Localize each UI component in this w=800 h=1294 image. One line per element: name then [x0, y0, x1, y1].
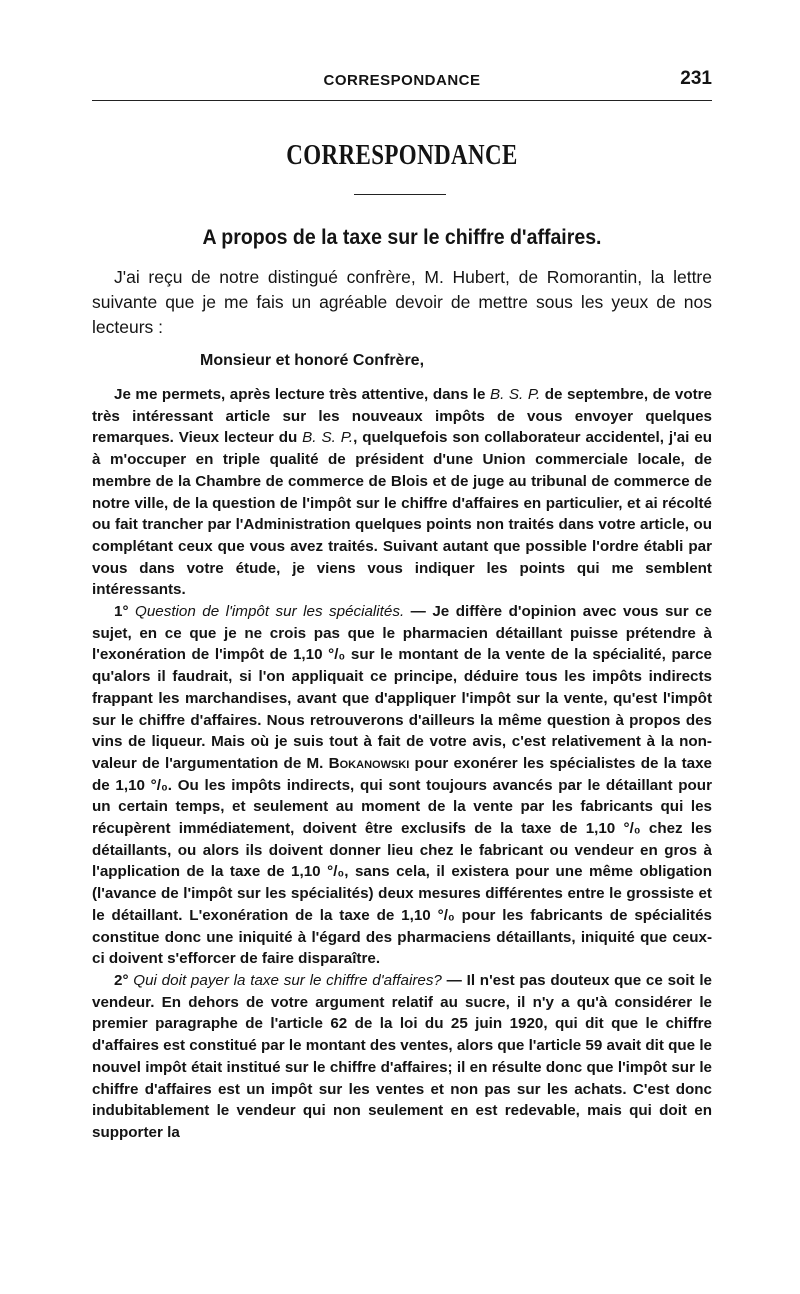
p2-text-b: pour exonérer les spécialistes de la taxe de 1,10 °/₀. Ou les impôts indirects, qui sont toujours avancés par le détaillant pour un certain temps, et seulement au moment de la vente par les fabricants qui les récupèrent immédiatement, doivent être exclusifs de la taxe de 1,10 °/₀ chez les détaillants, ou alors ils doivent donner lieu chez le fabricant ou vendeur en gros à l'application de la taxe de 1,10 °/₀, sans cela, il existera pour une même obligation (l'avance de l'impôt sur les spécialités) deux mesures différentes entre le grossiste et le détaillant. L'exonération de la taxe de 1,10 °/₀ pour les fabricants de spécialités constitue donc une iniquité à l'égard des pharmaciens détaillants, iniquité que ceux-ci doivent s'efforcer de faire disparaître.: [92, 754, 713, 968]
running-header: [92, 64, 712, 101]
p2-number: 1°: [114, 603, 136, 621]
letter-paragraph-1: [92, 384, 712, 601]
title-rule: [354, 194, 446, 195]
p3-text-a: — Il n'est pas douteux que ce soit le vendeur. En dehors de votre argument relatif au sucre, il n'y a qu'à considérer le premier paragraphe de l'article 62 de la loi du 25 juin 1920, qui dit que le chiffre d'affaires est constitué par le montant des ventes, alors que l'article 59 avait dit que le nouvel impôt était institué sur le chiffre d'affaires; il en résulte donc que l'impôt sur le chiffre d'affaires est un impôt sur les ventes et non pas sur les achats. C'est donc indubitablement le vendeur qui non seulement en est redevable, mais qui doit en supporter la: [92, 971, 712, 1141]
p3-heading: Qui doit payer la taxe sur le chiffre d'affaires?: [133, 971, 442, 989]
p2-text-a: — Je diffère d'opinion avec vous sur ce sujet, en ce que je ne crois pas que le pharmacien détaillant puisse prétendre à l'exonération de l'impôt de 1,10 °/₀ sur le montant de la vente de la spécialité, parce qu'alors il faudrait, si l'on appliquait ce principe, déduire tous les impôts indirects frappant les marchandises, avant que d'appliquer l'impôt sur la vente, qu'est l'impôt sur le chiffre d'affaires. Nous retrouverons d'ailleurs la même question à propos des vins de liqueur. Mais où je suis tout à fait de votre avis, c'est relativement à la non-valeur de l'argumentation de M.: [92, 603, 712, 772]
p3-number: 2°: [114, 971, 134, 989]
section-title: CORRESPONDANCE: [286, 140, 518, 171]
p1-text-c: , quelquefois son collaborateur accidentel, j'ai eu à m'occuper en triple qualité de président d'une Union commerciale locale, de membre de la Chambre de commerce de Blois et de juge au tribunal de commerce de notre ville, de la question de l'impôt sur le chiffre d'affaires en particulier, et ai récolté ou fait trancher par l'Administration quelques points non traités dans votre article, ou complétant ceux que vous avez traités. Suivant autant que possible l'ordre établi par vous dans votre étude, je viens vous indiquer les points qui me semblent intéressants.: [92, 429, 713, 599]
p1-text-a: Je me permets, après lecture très attentive, dans le: [114, 386, 491, 403]
p1-journal-abbr-1: B. S. P.: [490, 386, 541, 403]
p2-person-name: Bokanowski: [328, 754, 410, 772]
running-title: CORRESPONDANCE: [323, 72, 481, 89]
letter-paragraph-3: [92, 970, 712, 1144]
letter-body: [92, 384, 712, 1144]
page-number: 231: [680, 68, 712, 89]
p1-text-b: de septembre, de votre très intéressant article sur les nouveaux impôts de vous envoyer quelques remarques. Vieux lecteur du: [92, 386, 713, 447]
intro-text: J'ai reçu de notre distingué confrère, M. Hubert, de Romorantin, la lettre suivante que je me fais un agréable devoir de mettre sous les yeux de nos lecteurs :: [92, 267, 712, 337]
intro-paragraph: [92, 265, 712, 340]
letter-salutation: Monsieur et honoré Confrère,: [200, 352, 425, 369]
p2-heading: Question de l'impôt sur les spécialités.: [135, 603, 405, 621]
p1-journal-abbr-2: B. S. P.: [302, 429, 354, 447]
letter-paragraph-2: [92, 601, 712, 970]
article-subtitle: A propos de la taxe sur le chiffre d'affaires.: [202, 226, 602, 249]
